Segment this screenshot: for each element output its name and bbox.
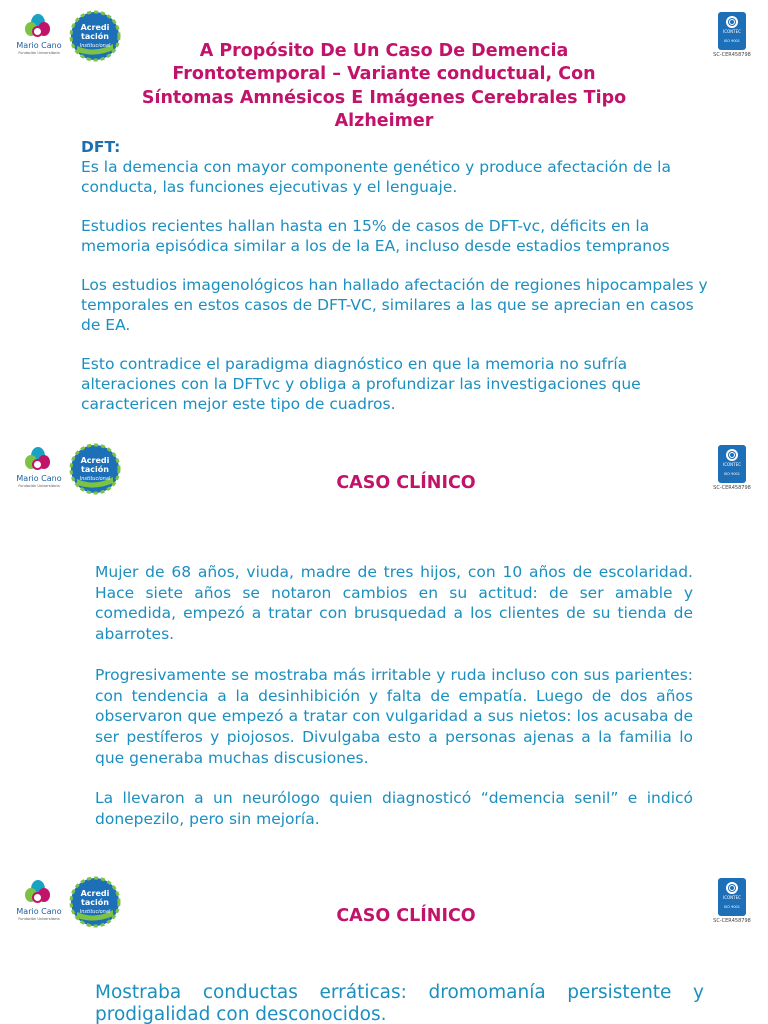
slide-2-title: CASO CLÍNICO	[336, 473, 476, 493]
slide-2-body	[95, 562, 693, 830]
logo-tagline: Fundación Universitaria	[18, 917, 60, 921]
slide-2	[0, 437, 768, 870]
acr-line3: Institucional	[79, 476, 111, 482]
icontec-standard: ISO 9001	[723, 905, 741, 909]
icontec-logo	[712, 12, 752, 64]
acr-line2: tación	[81, 465, 109, 474]
paragraph: Mujer de 68 años, viuda, madre de tres hijos, con 10 años de escolaridad. Hace siete años se notaron cambios en su actitud: de ser amable y comedida, empezó a tratar con brusquedad a los clientes de su tienda de abarrotes.	[95, 563, 693, 644]
acr-line2: tación	[81, 898, 109, 907]
slide-1-body	[81, 137, 711, 414]
icontec-certificate: SC-CER458798	[713, 52, 751, 58]
icontec-certificate: SC-CER458798	[713, 485, 751, 491]
icontec-brand: ICONTEC	[723, 462, 741, 467]
acr-line2: tación	[81, 32, 109, 41]
acreditacion-logo	[69, 10, 121, 62]
paragraph: Es la demencia con mayor componente genético y produce afectación de la conducta, las funciones ejecutivas y el lenguaje.	[81, 158, 671, 196]
acr-line1: Acredi	[80, 23, 110, 32]
mario-cano-logo	[16, 12, 62, 64]
slide-3-paragraph: Mostraba conductas erráticas: dromomanía persistente y prodigalidad con desconocidos.	[95, 982, 704, 1024]
paragraph: Estudios recientes hallan hasta en 15% de casos de DFT-vc, déficits en la memoria episódica similar a los de la EA, incluso desde estadios tempranos	[81, 217, 670, 255]
logo-name: Mario Cano	[16, 41, 62, 50]
icontec-brand: ICONTEC	[723, 29, 741, 34]
icontec-standard: ISO 9001	[723, 39, 741, 43]
paragraph: Esto contradice el paradigma diagnóstico en que la memoria no sufría alteraciones con la DFTvc y obliga a profundizar las investigaciones que caractericen mejor este tipo de cuadros.	[81, 355, 641, 413]
acr-line1: Acredi	[80, 456, 110, 465]
icontec-brand: ICONTEC	[723, 895, 741, 900]
paragraph: Los estudios imagenológicos han hallado afectación de regiones hipocampales y temporales en estos casos de DFT-VC, similares a las que se aprecian en casos de EA.	[81, 276, 708, 334]
acr-line3: Institucional	[79, 43, 111, 49]
icontec-standard: ISO 9001	[723, 472, 741, 476]
acr-line3: Institucional	[79, 909, 111, 915]
logo-name: Mario Cano	[16, 474, 62, 483]
slide-3-title: CASO CLÍNICO	[336, 906, 476, 926]
paragraph: La llevaron a un neurólogo quien diagnosticó “demencia senil” e indicó donepezilo, pero sin mejoría.	[95, 789, 693, 829]
logo-tagline: Fundación Universitaria	[18, 484, 60, 488]
logo-name: Mario Cano	[16, 907, 62, 916]
slide-1-title: A Propósito De Un Caso De Demencia Frontotemporal – Variante conductual, Con Síntomas Amnésicos E Imágenes Cerebrales Tipo Alzheimer	[141, 41, 627, 131]
slide-1	[0, 0, 768, 437]
dft-heading: DFT:	[81, 138, 121, 156]
acr-line1: Acredi	[80, 889, 110, 898]
paragraph: Progresivamente se mostraba más irritable y ruda incluso con sus parientes: con tendencia a la desinhibición y falta de empatía. Luego de dos años observaron que empezó a tratar con vulgaridad a sus nietos: los acusaba de ser pestíferos y piojosos. Divulgaba esto a personas ajenas a la familia lo que generaba muchas discusiones.	[95, 665, 693, 767]
logo-tagline: Fundación Universitaria	[18, 51, 60, 55]
icontec-certificate: SC-CER458798	[713, 918, 751, 924]
